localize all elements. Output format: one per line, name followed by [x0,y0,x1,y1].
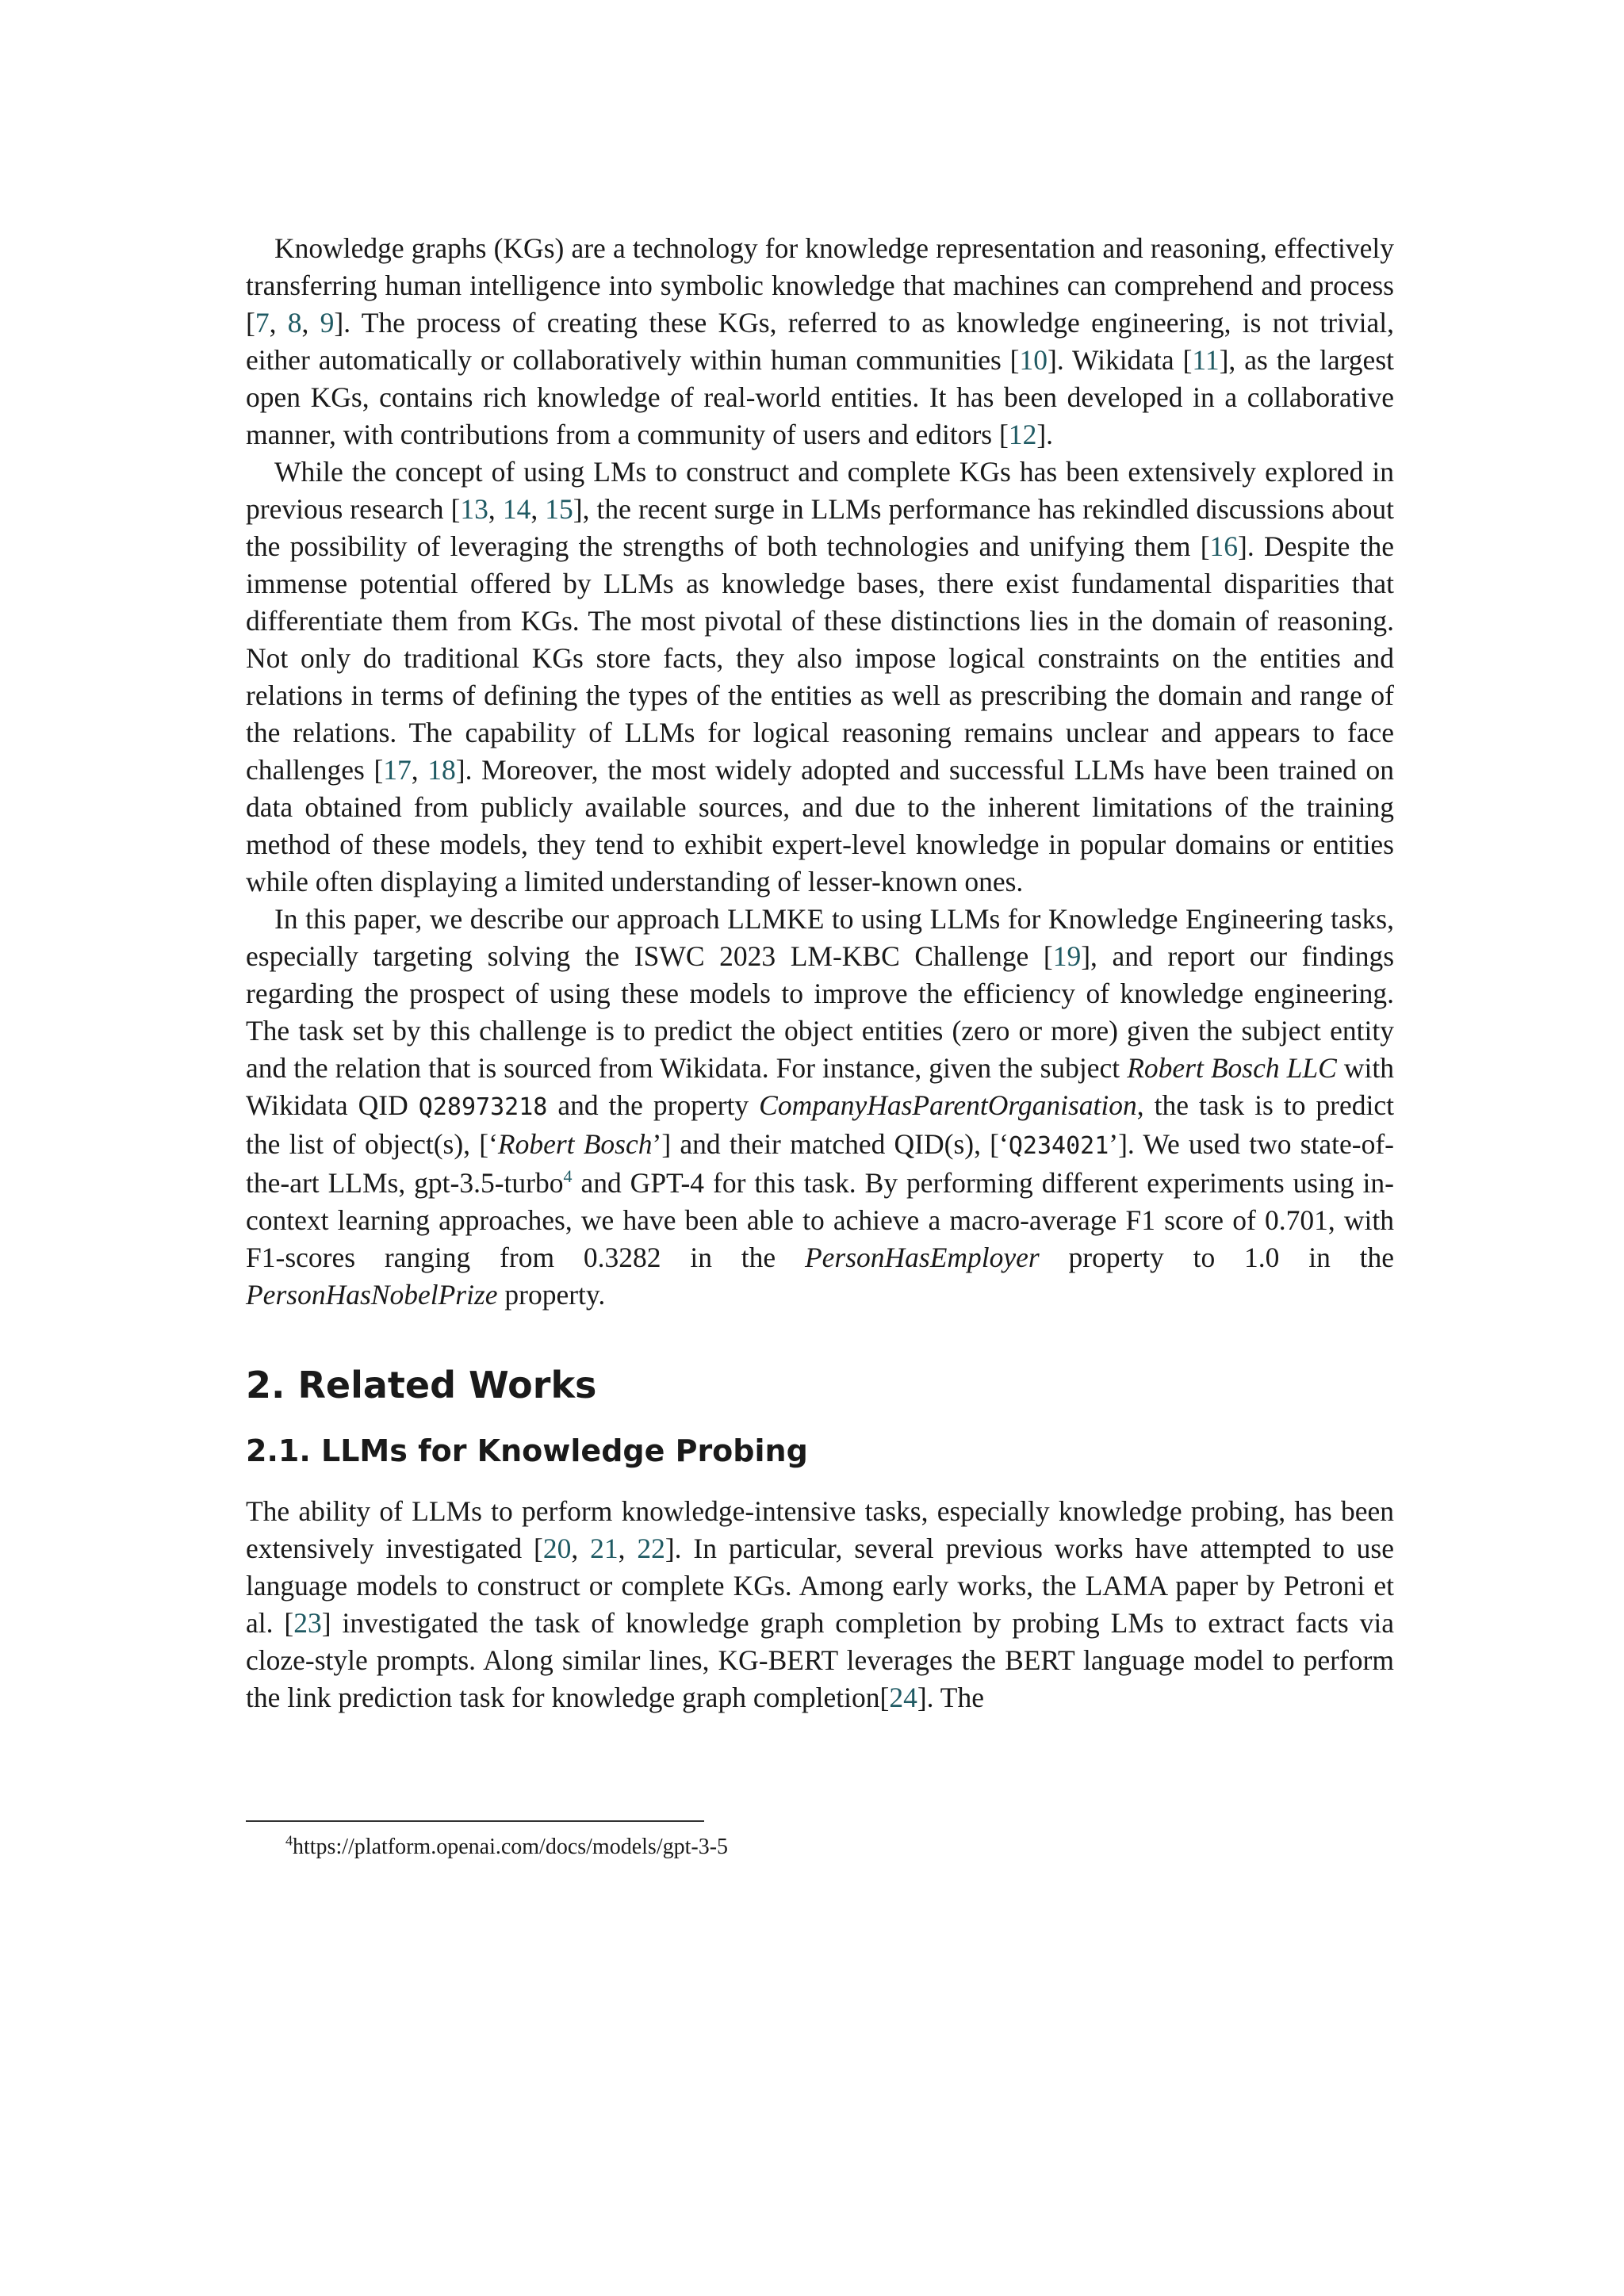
footnote-divider [246,1820,704,1822]
text-run: ]. Wikidata [ [1048,344,1193,376]
property-name: CompanyHasParentOrganisation [759,1089,1137,1121]
text-run: ]. [1036,419,1054,450]
citation-link[interactable]: 17 [383,754,412,786]
entity-name: Robert Bosch LLC [1127,1052,1337,1084]
text-run: ] investigated the task of knowledge graph completion by probing LMs to extract facts via cloze-style prompts. Along similar lines, KG-BERT leverages the BERT language model to perform the link prediction task for knowledge graph completion[ [246,1607,1394,1713]
page-body [246,230,1394,1716]
footnote-marker[interactable]: 4 [563,1166,573,1187]
text-run: In this paper, we describe our approach LLMKE to using LLMs for Knowledge Engineering tasks, especially targeting solving the ISWC 2023 LM-KBC Challenge [ [246,903,1394,972]
citation-link[interactable]: 23 [293,1607,322,1639]
intro-paragraph-2 [246,453,1394,901]
qid-code: Q28973218 [418,1093,548,1121]
text-run: ’]. We used two state-of-the-art LLMs, gpt-3.5-turbo [246,1128,1394,1199]
citation-link[interactable]: 11 [1192,344,1220,376]
citation-link[interactable]: 13 [460,493,488,525]
text-run: ]. The process of creating these KGs, referred to as knowledge engineering, is not trivial, either automatically or collaboratively within human communities [ [246,307,1395,376]
citation-link[interactable]: 15 [545,493,573,525]
citation-link[interactable]: 10 [1019,344,1048,376]
text-run: ]. The [917,1682,984,1713]
text-run: property. [497,1279,606,1311]
text-run: While the concept of using LMs to construct and complete KGs has been extensively explored in previous research [ [246,456,1394,525]
citation-link[interactable]: 12 [1008,419,1037,450]
citation-link[interactable]: 8 [287,307,302,339]
citation-link[interactable]: 20 [542,1533,572,1564]
text-run: , [301,307,320,339]
text-run: ’] and their matched QID(s), [‘ [652,1128,1009,1160]
entity-name: Robert Bosch [497,1128,653,1160]
intro-paragraph-3 [246,901,1394,1314]
text-run: ]. Despite the immense potential offered by LLMs as knowledge bases, there exist fundamental disparities that differentiate them from KGs. The most pivotal of these distinctions lies in the domain of reasoning. Not only do traditional KGs store facts, they also impose logical constraints on the entities and relations in terms of defining the types of the entities as well as prescribing the domain and range of the relations. The capability of LLMs for logical reasoning remains unclear and appears to face challenges [ [246,530,1394,786]
citation-link[interactable]: 18 [427,754,456,786]
qid-code: Q234021 [1008,1132,1109,1160]
text-run: property to 1.0 in the [1039,1242,1395,1273]
subsection-heading: 2.1. LLMs for Knowledge Probing [246,1433,808,1468]
property-name: PersonHasEmployer [804,1242,1040,1273]
text-run: ]. Moreover, the most widely adopted and successful LLMs have been trained on data obtained from publicly available sources, and due to the inherent limitations of the training method of these models, they tend to exhibit expert-level knowledge in popular domains or entities while often displaying a limited understanding of lesser-known ones. [246,754,1394,897]
citation-link[interactable]: 19 [1052,940,1082,972]
footnote-url[interactable]: https://platform.openai.com/docs/models/gpt-3-5 [293,1835,729,1859]
text-run: ], and report our findings regarding the prospect of using these models to improve the efficiency of knowledge engineering. The task set by this challenge is to predict the object entities (zero or more) given the subject entity and the relation that is sourced from Wikidata. For instance, given the subject [246,940,1395,1084]
citation-link[interactable]: 7 [255,307,270,339]
footnote [285,1833,728,1862]
citation-link[interactable]: 16 [1209,530,1239,562]
related-works-paragraph [246,1493,1394,1716]
text-run: , [488,493,503,525]
citation-link[interactable]: 24 [889,1682,917,1713]
text-run: ]. In particular, several previous works have attempted to use language models to construct or complete KGs. Among early works, the LAMA paper by Petroni et al. [ [246,1533,1395,1639]
text-run: ], as the largest open KGs, contains rich knowledge of real-world entities. It has been developed in a collaborative manner, with contributions from a community of users and editors [ [246,344,1394,450]
text-run: ], the recent surge in LLMs performance has rekindled discussions about the possibility of leveraging the strengths of both technologies and unifying them [ [246,493,1395,562]
text-run: with Wikidata QID [246,1052,1394,1121]
text-run: , [411,754,428,786]
section-heading: 2. Related Works [246,1364,597,1406]
text-run: , [571,1533,591,1564]
text-run: Knowledge graphs (KGs) are a technology for knowledge representation and reasoning, effectively transferring human intelligence into symbolic knowledge that machines can comprehend and process [ [246,232,1394,339]
citation-link[interactable]: 22 [637,1533,665,1564]
citation-link[interactable]: 9 [320,307,335,339]
text-run: and the property [547,1089,760,1121]
footnote-mark: 4 [285,1832,293,1849]
citation-link[interactable]: 14 [502,493,531,525]
text-run: , [618,1533,638,1564]
intro-paragraph-1 [246,230,1394,453]
property-name: PersonHasNobelPrize [246,1279,498,1311]
text-run: The ability of LLMs to perform knowledge-intensive tasks, especially knowledge probing, has been extensively investigated [ [246,1495,1394,1564]
citation-link[interactable]: 21 [590,1533,619,1564]
text-run: , [269,307,288,339]
text-run: , [530,493,546,525]
text-run: , the task is to predict the list of object(s), [‘ [246,1089,1394,1160]
text-run: and GPT-4 for this task. By performing different experiments using in-context learning approaches, we have been able to achieve a macro-average F1 score of 0.701, with F1-scores ranging from 0.3282 in the [246,1167,1394,1273]
